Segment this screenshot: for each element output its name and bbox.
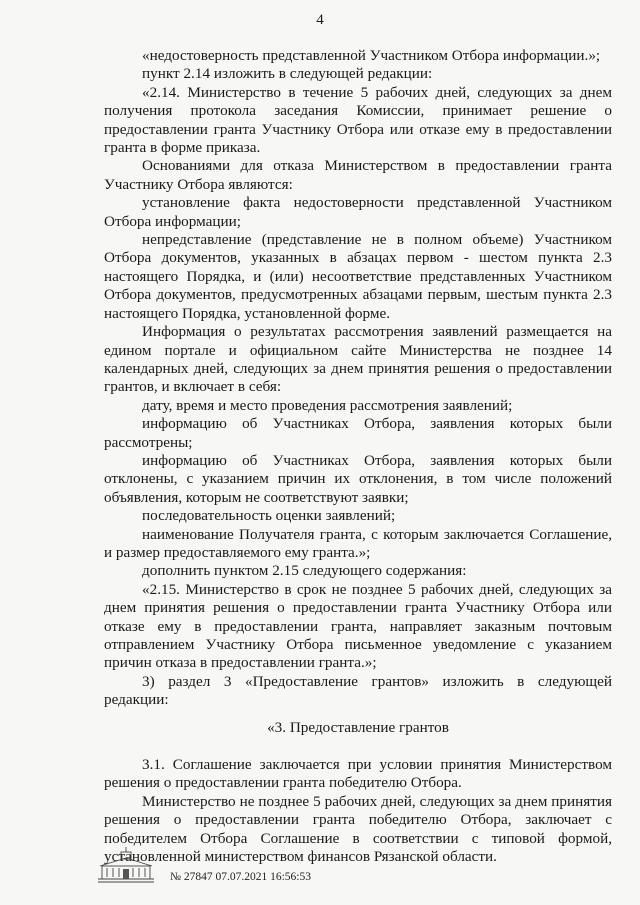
paragraph: дату, время и место проведения рассмотрения заявлений; <box>142 396 513 414</box>
paragraph: Основаниями для отказа Министерством в предоставлении гранта Участнику Отбора являются: <box>104 157 612 193</box>
government-building-stamp-icon <box>94 846 158 886</box>
document-footer <box>94 846 424 892</box>
paragraph: «2.15. Министерство в срок не позднее 5 рабочих дней, следующих за днем принятия решения о предоставлении гранта Участнику Отбора или отказе ему в предоставлении гранта, направляет заказным почтовым отправлением Участнику Отбора письменное уведомление с указанием причин отказа в предоставлении гранта.»; <box>104 580 612 672</box>
section-heading: «3. Предоставление грантов <box>267 718 449 736</box>
paragraph: информацию об Участниках Отбора, заявления которых были отклонены, с указанием причин их отклонения, в том числе положений объявления, которым не соответствуют заявки; <box>104 451 612 506</box>
paragraph: последовательность оценки заявлений; <box>142 507 396 525</box>
registration-stamp: № 27847 07.07.2021 16:56:53 <box>170 871 311 883</box>
paragraph: 3) раздел 3 «Предоставление грантов» изложить в следующей редакции: <box>104 672 612 709</box>
paragraph: 3.1. Соглашение заключается при условии принятия Министерством решения о предоставлении гранта победителю Отбора. <box>104 756 612 792</box>
document-body <box>104 47 612 866</box>
paragraph: Информация о результатах рассмотрения заявлений размещается на едином портале и официальном сайте Министерства не позднее 14 календарных дней, следующих за днем принятия решения о предоставлении грантов, и включает в себя: <box>104 323 612 396</box>
page-number: 4 <box>316 12 324 28</box>
paragraph: «недостоверность представленной Участником Отбора информации.»; <box>142 47 601 64</box>
paragraph: непредставление (представление не в полном объеме) Участником Отбора документов, указанных в абзацах первом - шестом пункта 2.3 настоящего Порядка, и (или) несоответствие представленных Участником Отбора документов, предусмотренных абзацами первым, шестым пункта 2.3 настоящего Порядка, установленной форме. <box>104 231 612 322</box>
paragraph: Министерство не позднее 5 рабочих дней, следующих за днем принятия решения о предоставлении гранта победителю Отбора, заключает с победителем Отбора Соглашение в соответствии с типовой формой, установленной министерством финансов Рязанской области. <box>104 792 612 866</box>
paragraph: наименование Получателя гранта, с которым заключается Соглашение, и размер предоставляемого ему гранта.»; <box>104 525 612 561</box>
paragraph: информацию об Участниках Отбора, заявления которых были рассмотрены; <box>104 415 612 451</box>
paragraph: «2.14. Министерство в течение 5 рабочих дней, следующих за днем получения протокола заседания Комиссии, принимает решение о предоставлении гранта Участнику Отбора или отказе ему в предоставлении гранта в форме приказа. <box>104 83 612 157</box>
paragraph: дополнить пунктом 2.15 следующего содержания: <box>142 562 467 580</box>
paragraph: установление факта недостоверности представленной Участником Отбора информации; <box>104 194 612 230</box>
paragraph: пункт 2.14 изложить в следующей редакции: <box>142 65 433 83</box>
